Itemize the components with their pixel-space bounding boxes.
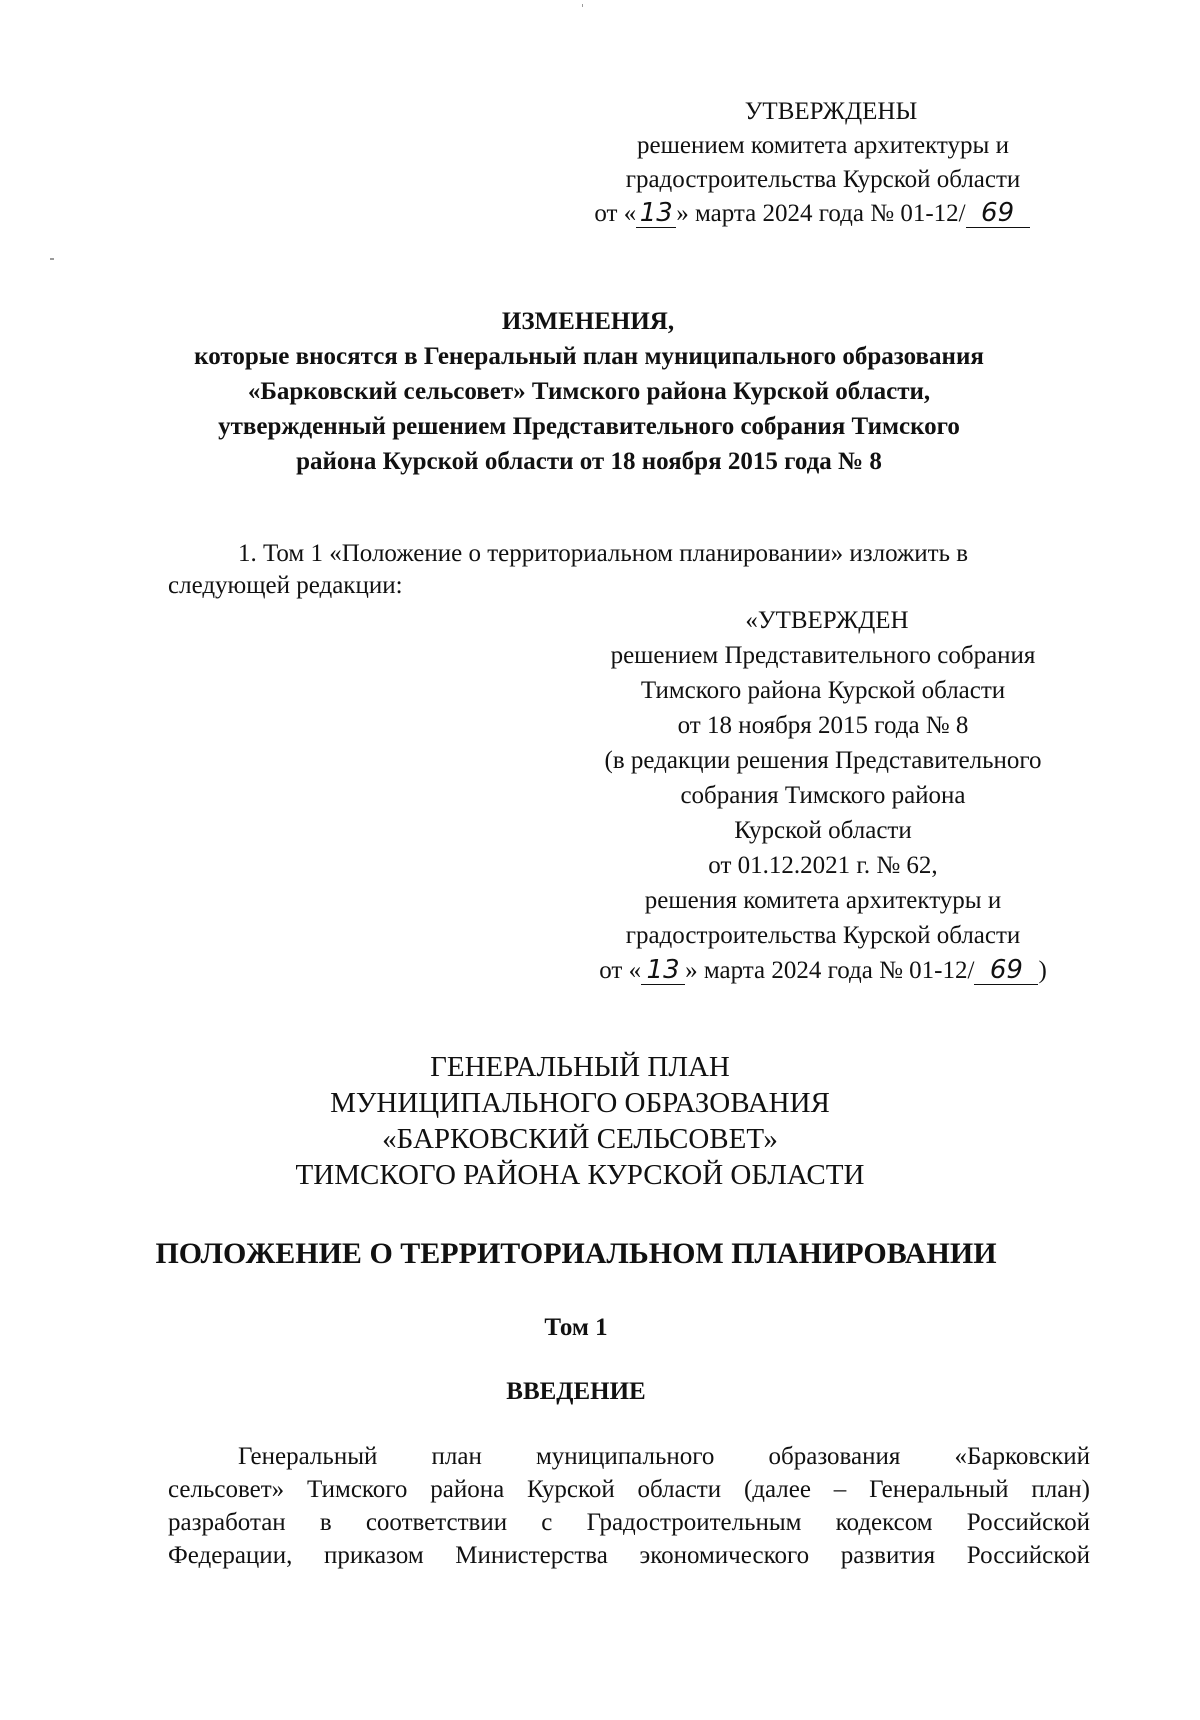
changes-title-line: которые вносятся в Генеральный план муниципального образования	[194, 343, 984, 370]
date-middle: » марта 2024 года № 01-12/	[685, 957, 975, 984]
handwritten-day: 13	[636, 199, 676, 228]
approval-stamp-line: градостроительства Курской области	[625, 166, 1021, 193]
inner-stamp-line: Тимского района Курской области	[640, 677, 1006, 704]
changes-heading: ИЗМЕНЕНИЯ,	[501, 308, 675, 335]
date-middle: » марта 2024 года № 01-12/	[676, 200, 966, 227]
inner-stamp-line: собрания Тимского района	[680, 782, 966, 809]
section-title: ПОЛОЖЕНИЕ О ТЕРРИТОРИАЛЬНОМ ПЛАНИРОВАНИИ	[155, 1237, 997, 1270]
general-plan-title-line: МУНИЦИПАЛЬНОГО ОБРАЗОВАНИЯ	[330, 1087, 830, 1119]
general-plan-title-line: ТИМСКОГО РАЙОНА КУРСКОЙ ОБЛАСТИ	[295, 1159, 865, 1191]
handwritten-number: 69	[974, 956, 1038, 985]
general-plan-title-line: ГЕНЕРАЛЬНЫЙ ПЛАН	[430, 1051, 730, 1083]
general-plan-title	[0, 1050, 1200, 1192]
intro-paragraph-line: сельсовет» Тимского района Курской области (далее – Генеральный план)	[168, 1476, 1090, 1503]
date-prefix: от «	[599, 957, 642, 984]
changes-title	[0, 306, 1200, 477]
inner-stamp-line: решения комитета архитектуры и	[644, 887, 1002, 914]
inner-stamp-line: решением Представительного собрания	[610, 642, 1036, 669]
approval-stamp	[560, 96, 1120, 229]
date-prefix: от «	[594, 200, 637, 227]
item1-line: следующей редакции:	[168, 572, 403, 599]
handwritten-day: 13	[641, 956, 685, 985]
item1-line: 1. Том 1 «Положение о территориальном планировании» изложить в	[238, 540, 969, 567]
approval-stamp-date	[504, 198, 1120, 229]
inner-stamp-line: от 18 ноября 2015 года № 8	[677, 712, 969, 739]
changes-title-line: района Курской области от 18 ноября 2015 года № 8	[296, 448, 882, 475]
scan-speck	[50, 258, 54, 260]
inner-stamp-line: (в редакции решения Представительного	[604, 747, 1042, 774]
inner-stamp-date	[526, 955, 1120, 986]
inner-stamp-line: Курской области	[734, 817, 912, 844]
intro-paragraph-line: Федерации, приказом Министерства экономического развития Российской	[168, 1542, 1090, 1569]
changes-title-line: утвержденный решением Представительного собрания Тимского	[218, 413, 960, 440]
approval-stamp-title: УТВЕРЖДЕНЫ	[744, 98, 918, 125]
inner-approval-stamp	[560, 605, 1120, 986]
inner-stamp-title: «УТВЕРЖДЕН	[745, 607, 909, 634]
approval-stamp-line: решением комитета архитектуры и	[637, 132, 1009, 159]
intro-paragraph-line: Генеральный план муниципального образования «Барковский	[238, 1443, 1090, 1470]
changes-title-line: «Барковский сельсовет» Тимского района Курской области,	[247, 378, 931, 405]
scan-speck	[582, 4, 583, 7]
general-plan-title-line: «БАРКОВСКИЙ СЕЛЬСОВЕТ»	[382, 1123, 778, 1155]
date-suffix: )	[1038, 957, 1047, 984]
inner-stamp-line: от 01.12.2021 г. № 62,	[708, 852, 938, 879]
volume-label: Том 1	[544, 1314, 608, 1341]
intro-paragraph-line: разработан в соответствии с Градостроительным кодексом Российской	[168, 1509, 1090, 1536]
intro-heading: ВВЕДЕНИЕ	[506, 1378, 646, 1405]
inner-stamp-line: градостроительства Курской области	[625, 922, 1021, 949]
handwritten-number: 69	[966, 199, 1030, 228]
